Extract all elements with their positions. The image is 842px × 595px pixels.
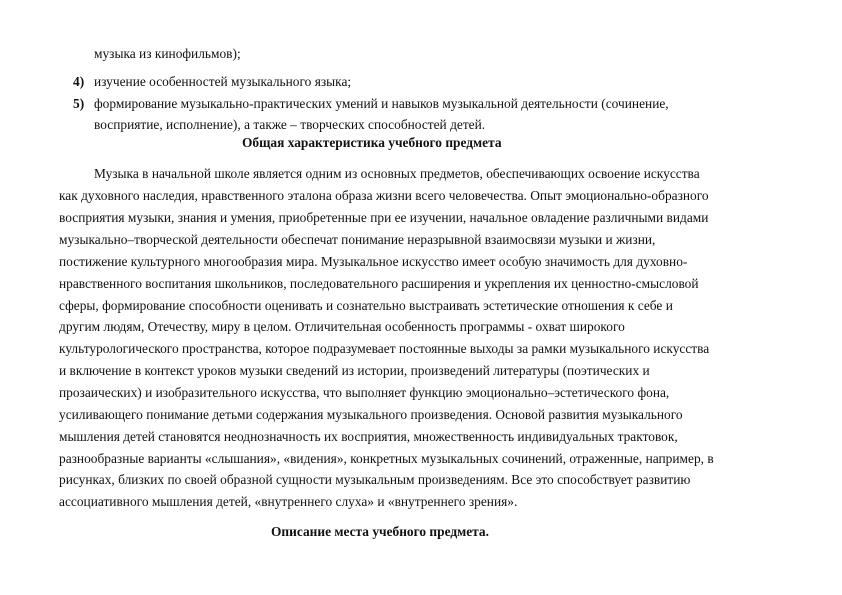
paragraph-line: музыкально–творческой деятельности обеспечат понимание неразрывной взаимосвязи музыки и жизни, [59,232,656,247]
list-item-4: изучение особенностей музыкального языка; [94,74,352,89]
paragraph-line: другим людям, Отечеству, миру в целом. Отличительная особенность программы - охват широкого [59,319,625,334]
list-item-5-line-2: восприятие, исполнение), а также – творческих способностей детей. [94,117,486,132]
paragraph-line: сферы, формирование способности оценивать и сознательно выстраивать эстетические отношения к себе и [59,298,673,313]
section-heading-general: Общая характеристика учебного предмета [242,135,502,150]
paragraph-line: и включение в контекст уроков музыки сведений из истории, произведений литературы (поэтических и [59,363,650,378]
paragraph-line: нравственного воспитания школьников, последовательного расширения и укрепления их ценностно-смысловой [59,276,699,291]
paragraph-line: культурологического пространства, которое подразумевает постоянные выходы за рамки музыкального искусства [59,341,710,356]
paragraph-line: рисунках, близких по своей образной сущности музыкальным произведениям. Все это способствует развитию [59,472,691,487]
list-continuation: музыка из кинофильмов); [94,46,241,61]
list-item-5-line-1: формирование музыкально-практических умений и навыков музыкальной деятельности (сочинение, [94,96,669,111]
paragraph-line: восприятия музыки, знания и умения, приобретенные при ее изучении, начальное овладение различными видами [59,210,709,225]
list-number-5: 5) [73,96,85,111]
paragraph-line: как духовного наследия, нравственного эталона образа жизни всего человечества. Опыт эмоционально-образного [59,188,709,203]
paragraph-line: разнообразные варианты «слышания», «видения», конкретных музыкальных сочинений, отраженные, например, в [59,451,714,466]
paragraph-line: Музыка в начальной школе является одним из основных предметов, обеспечивающих освоение искусства [94,166,700,181]
paragraph-line: мышления детей становятся неоднозначность их восприятия, множественность индивидуальных трактовок, [59,429,678,444]
paragraph-line: постижение культурного многообразия мира. Музыкальное искусство имеет особую значимость для духовно- [59,254,688,269]
paragraph-line: ассоциативного мышления детей, «внутреннего слуха» и «внутреннего зрения». [59,494,518,509]
section-heading-place: Описание места учебного предмета. [271,524,489,539]
paragraph-line: прозаических) и изобразительного искусства, что выполняет функцию эмоционально–эстетического фона, [59,385,670,400]
paragraph-line: усиливающего понимание детьми содержания музыкального произведения. Основой развития музыкального [59,407,683,422]
list-number-4: 4) [73,74,85,89]
